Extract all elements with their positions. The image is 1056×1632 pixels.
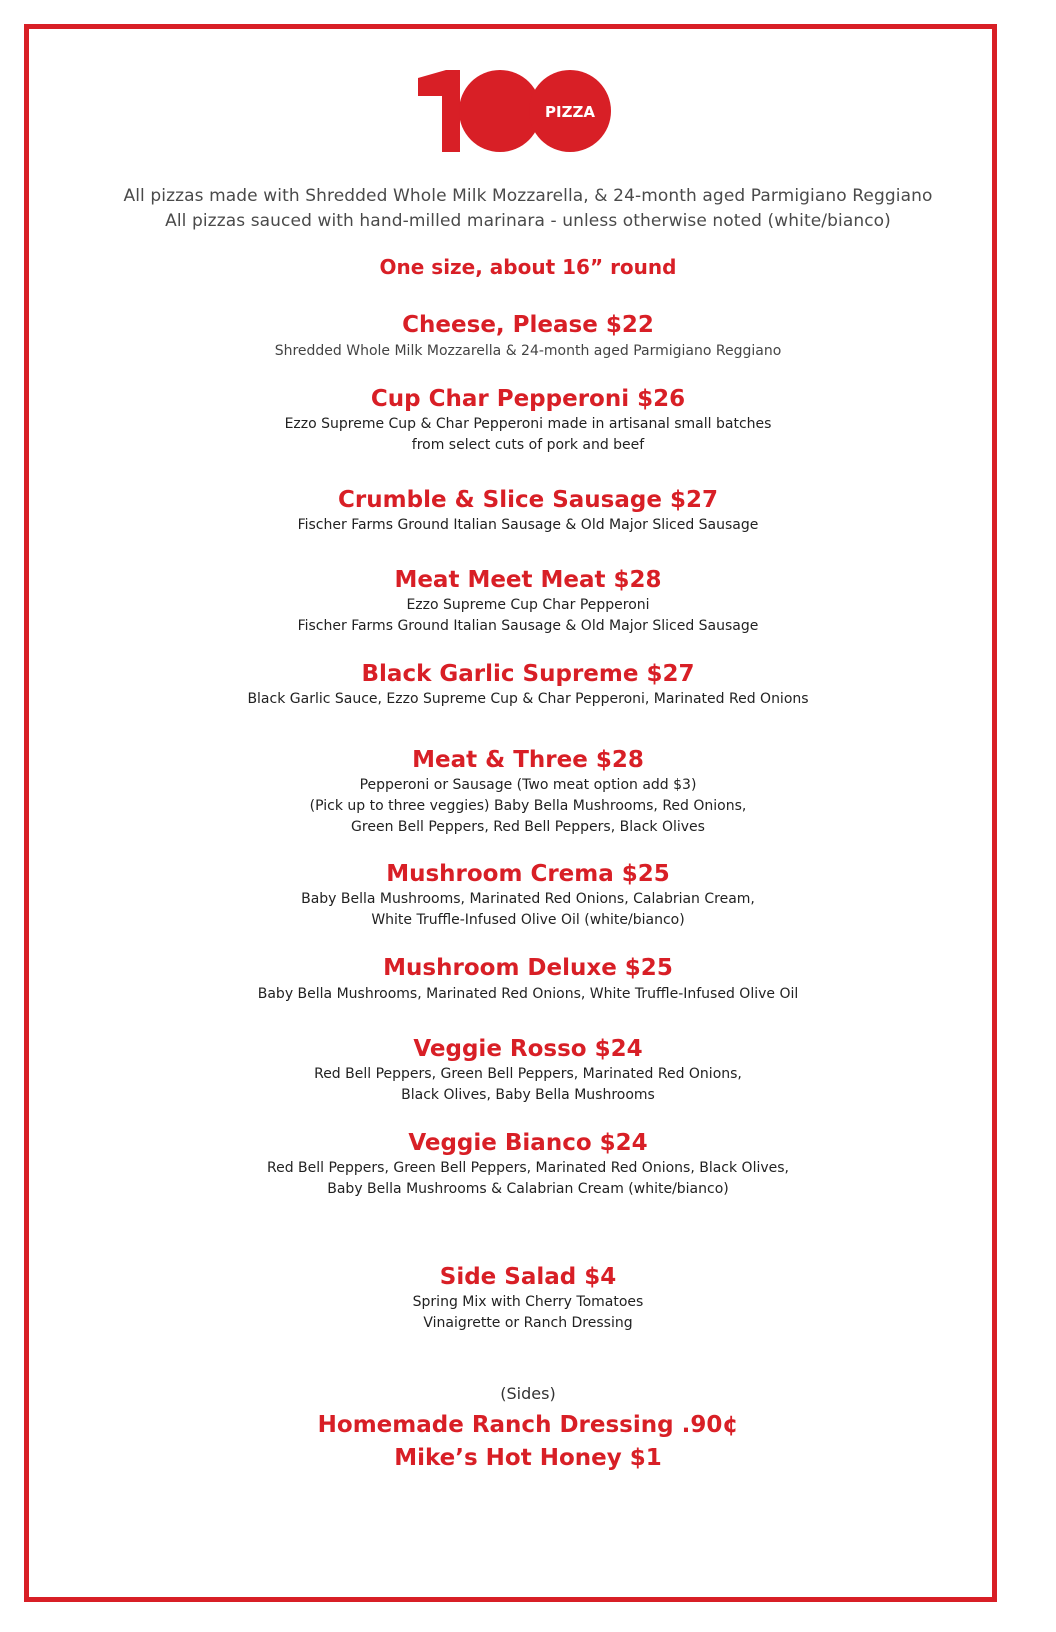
item-desc: Fischer Farms Ground Italian Sausage & Old Major Sliced Sausage	[297, 517, 759, 533]
item-desc: Black Garlic Sauce, Ezzo Supreme Cup & Char Pepperoni, Marinated Red Onions	[247, 691, 809, 707]
item-desc: from select cuts of pork and beef	[411, 437, 645, 453]
logo-digit-one	[418, 70, 460, 152]
item-title: Meat Meet Meat $28	[394, 567, 662, 593]
item-desc: Spring Mix with Cherry Tomatoes	[412, 1294, 644, 1310]
item-title: Veggie Rosso $24	[413, 1036, 643, 1062]
item-title: Crumble & Slice Sausage $27	[338, 487, 718, 513]
item-desc: Baby Bella Mushrooms & Calabrian Cream (white/bianco)	[327, 1181, 729, 1197]
item-title: Meat & Three $28	[412, 747, 644, 773]
side-item: Mike’s Hot Honey $1	[394, 1445, 662, 1471]
item-desc: Shredded Whole Milk Mozzarella & 24-month aged Parmigiano Reggiano	[274, 343, 782, 359]
item-title: Mushroom Deluxe $25	[383, 955, 673, 981]
item-desc: Baby Bella Mushrooms, Marinated Red Onions, White Truffle-Infused Olive Oil	[257, 986, 799, 1002]
item-desc: White Truffle-Infused Olive Oil (white/bianco)	[371, 912, 685, 928]
item-desc: Green Bell Peppers, Red Bell Peppers, Black Olives	[351, 819, 705, 835]
item-desc: Ezzo Supreme Cup Char Pepperoni	[406, 597, 650, 613]
item-desc: Baby Bella Mushrooms, Marinated Red Onions, Calabrian Cream,	[301, 891, 755, 907]
item-desc: Fischer Farms Ground Italian Sausage & Old Major Sliced Sausage	[297, 618, 759, 634]
item-title: Veggie Bianco $24	[408, 1130, 648, 1156]
item-desc: Red Bell Peppers, Green Bell Peppers, Marinated Red Onions, Black Olives,	[266, 1160, 789, 1176]
item-title: Side Salad $4	[439, 1264, 617, 1290]
item-desc: Vinaigrette or Ranch Dressing	[423, 1315, 633, 1331]
sides-label: (Sides)	[500, 1384, 556, 1403]
item-title: Black Garlic Supreme $27	[361, 661, 695, 687]
item-desc: (Pick up to three veggies) Baby Bella Mushrooms, Red Onions,	[309, 798, 747, 814]
logo-digit-zero-1	[459, 70, 541, 152]
intro-line-1: All pizzas made with Shredded Whole Milk Mozzarella, & 24-month aged Parmigiano Reggiano	[123, 186, 933, 206]
item-title: Cheese, Please $22	[402, 312, 654, 338]
item-title: Cup Char Pepperoni $26	[370, 386, 686, 412]
item-desc: Ezzo Supreme Cup & Char Pepperoni made in artisanal small batches	[284, 416, 772, 432]
item-desc: Black Olives, Baby Bella Mushrooms	[401, 1087, 655, 1103]
size-note: One size, about 16” round	[379, 255, 677, 279]
logo-word: PIZZA	[545, 103, 595, 121]
pizza-100-logo	[416, 70, 616, 152]
item-title: Mushroom Crema $25	[386, 861, 670, 887]
item-desc: Pepperoni or Sausage (Two meat option add $3)	[359, 777, 697, 793]
side-item: Homemade Ranch Dressing .90¢	[317, 1412, 739, 1438]
intro-line-2: All pizzas sauced with hand-milled marinara - unless otherwise noted (white/bianco)	[165, 211, 891, 231]
item-desc: Red Bell Peppers, Green Bell Peppers, Marinated Red Onions,	[314, 1066, 742, 1082]
